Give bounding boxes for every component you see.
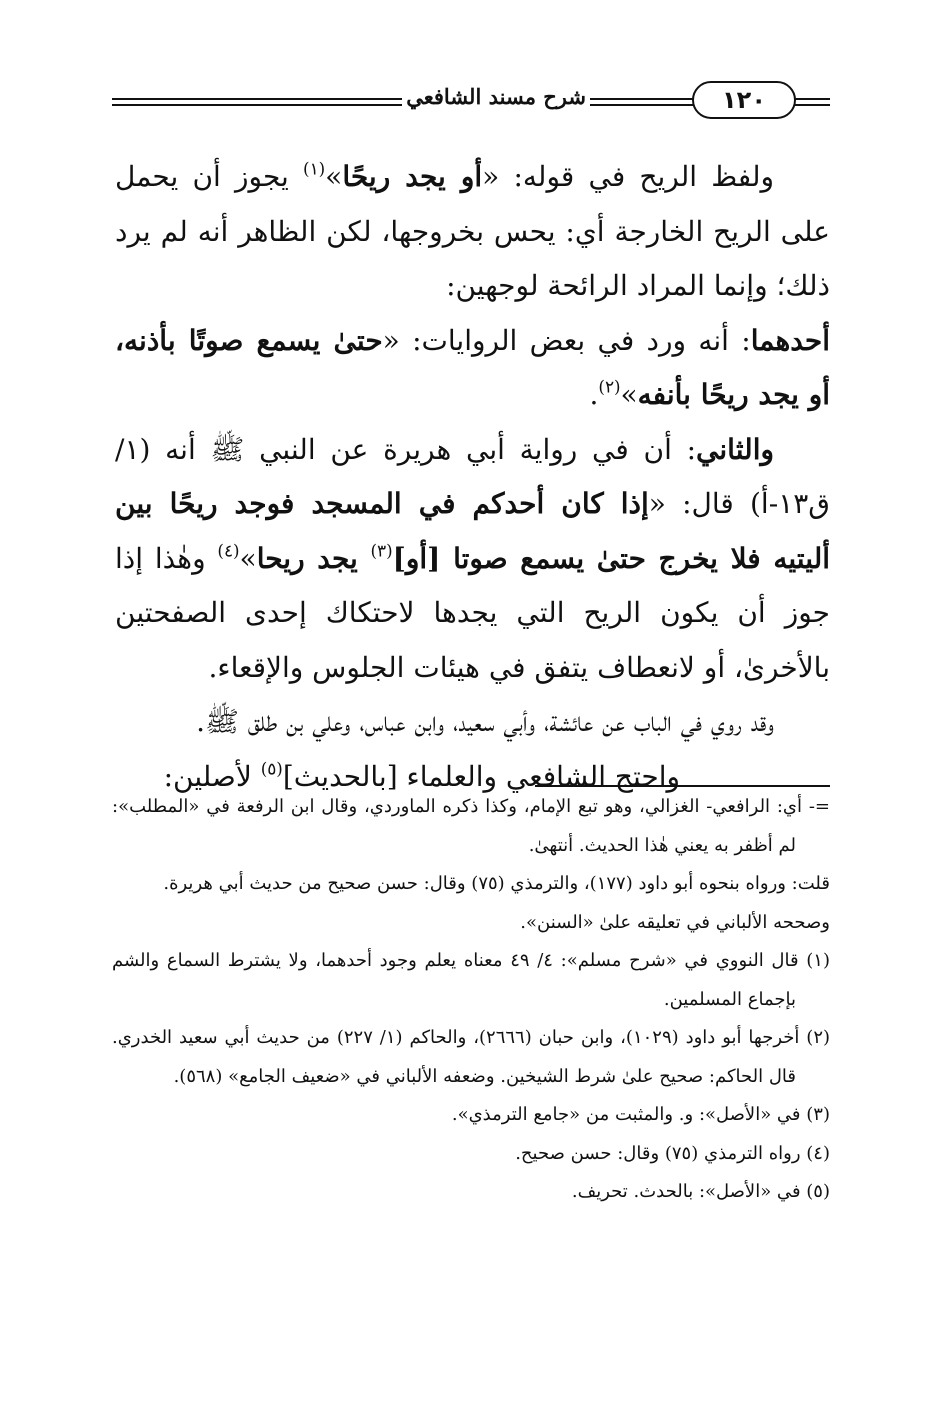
text-run: : أنه ورد في بعض الروايات: « bbox=[382, 323, 751, 357]
paragraph-3 bbox=[115, 423, 830, 696]
footnote-continuation: وصححه الألباني في تعليقه علىٰ «السنن». bbox=[520, 911, 830, 933]
quoted-hadith: حتىٰ يسمع صوتًا بأذنه، أو يجد ريحًا بأنفه bbox=[115, 323, 830, 411]
page-number-badge bbox=[692, 81, 796, 119]
paragraph-2 bbox=[115, 314, 830, 423]
section-lead: أحدهما bbox=[750, 323, 830, 357]
section-lead: والثاني bbox=[696, 432, 774, 466]
quoted-hadith: يجد ريحا bbox=[256, 541, 371, 575]
header-rule bbox=[112, 98, 402, 100]
header-rule bbox=[590, 104, 702, 106]
text-run: » bbox=[325, 160, 343, 193]
footnote-continuation: =- أي: الرافعي- الغزالي، وهو تبع الإمام، وكذا ذكره الماوردي، وقال ابن الرفعة في «المطلب»: لم أظفر به يعني هٰذا الحديث. أنتهىٰ. bbox=[112, 796, 830, 856]
header-rule bbox=[590, 98, 702, 100]
paragraph-4: وقد روي في الباب عن عائشة، وأبي سعيد، وابن عباس، وعلي بن طلق ﷺ. bbox=[196, 705, 774, 738]
header-rule bbox=[112, 104, 402, 106]
footnote-ref-4[interactable]: (٤) bbox=[217, 539, 240, 560]
footnote-ref-3[interactable]: (٣) bbox=[370, 539, 393, 560]
footnote-separator bbox=[535, 785, 830, 787]
main-text bbox=[115, 150, 830, 804]
quoted-hadith: إذا كان أحدكم في المسجد فوجد ريحًا بين أليتيه فلا يخرج حتىٰ يسمع صوتا [أو] bbox=[115, 487, 831, 575]
footnote-1: (١) قال النووي في «شرح مسلم»: ٤/ ٤٩ معناه يعلم وجود أحدهما، ولا يشترط السماع والشم بإجماع المسلمين. bbox=[112, 950, 830, 1010]
footnote-ref-5[interactable]: (٥) bbox=[260, 757, 283, 778]
footnote-5: (٥) في «الأصل»: بالحدث. تحريف. bbox=[571, 1181, 830, 1202]
running-title: شرح مسند الشافعي bbox=[406, 84, 586, 109]
text-run: ولفظ الريح في قوله: « bbox=[482, 160, 775, 193]
text-run: : أن في رواية أبي هريرة عن النبي ﷺ أنه (١/ق١٣-أ) قال: « bbox=[115, 432, 830, 520]
text-run: واحتج الشافعي والعلماء [بالحديث] bbox=[282, 759, 680, 793]
footnote-ref-1[interactable]: (١) bbox=[303, 158, 326, 179]
page-header bbox=[112, 78, 830, 128]
footnote-4: (٤) رواه الترمذي (٧٥) وقال: حسن صحيح. bbox=[515, 1142, 830, 1164]
page-number: ١٢٠ bbox=[722, 86, 766, 114]
quoted-hadith: أو يجد ريحًا bbox=[342, 160, 483, 193]
footnote-2: (٢) أخرجها أبو داود (١٠٢٩)، وابن حبان (٢٦٦٦)، والحاكم (١/ ٢٢٧) من حديث أبي سعيد الخدري. قال الحاكم: صحيح علىٰ شرط الشيخين. وضعفه الألباني في «ضعيف الجامع» (٥٦٨). bbox=[112, 1027, 831, 1087]
text-run: . bbox=[589, 378, 599, 411]
footnotes bbox=[112, 788, 830, 1212]
text-run: وهٰذا إذا جوز أن يكون الريح التي يجدها لاحتكاك إحدى الصفحتين بالأخرىٰ، أو لانعطاف يتفق في هيئات الجلوس والإقعاء. bbox=[115, 541, 830, 684]
footnote-ref-2[interactable]: (٢) bbox=[598, 376, 621, 397]
footnote-continuation: قلت: ورواه بنحوه أبو داود (١٧٧)، والترمذي (٧٥) وقال: حسن صحيح من حديث أبي هريرة. bbox=[163, 873, 830, 894]
header-rule bbox=[790, 98, 830, 100]
text-run: » bbox=[620, 378, 638, 411]
text-run: » bbox=[239, 541, 257, 575]
footnote-3: (٣) في «الأصل»: و. والمثبت من «جامع الترمذي». bbox=[451, 1104, 830, 1125]
paragraph-1 bbox=[115, 150, 830, 314]
text-run: يجوز أن يحمل على الريح الخارجة أي: يحس بخروجها، لكن الظاهر أنه لم يرد ذلك؛ وإنما المراد الرائحة لوجهين: bbox=[115, 160, 830, 302]
header-rule bbox=[790, 104, 830, 106]
text-run: لأصلين: bbox=[163, 759, 261, 793]
